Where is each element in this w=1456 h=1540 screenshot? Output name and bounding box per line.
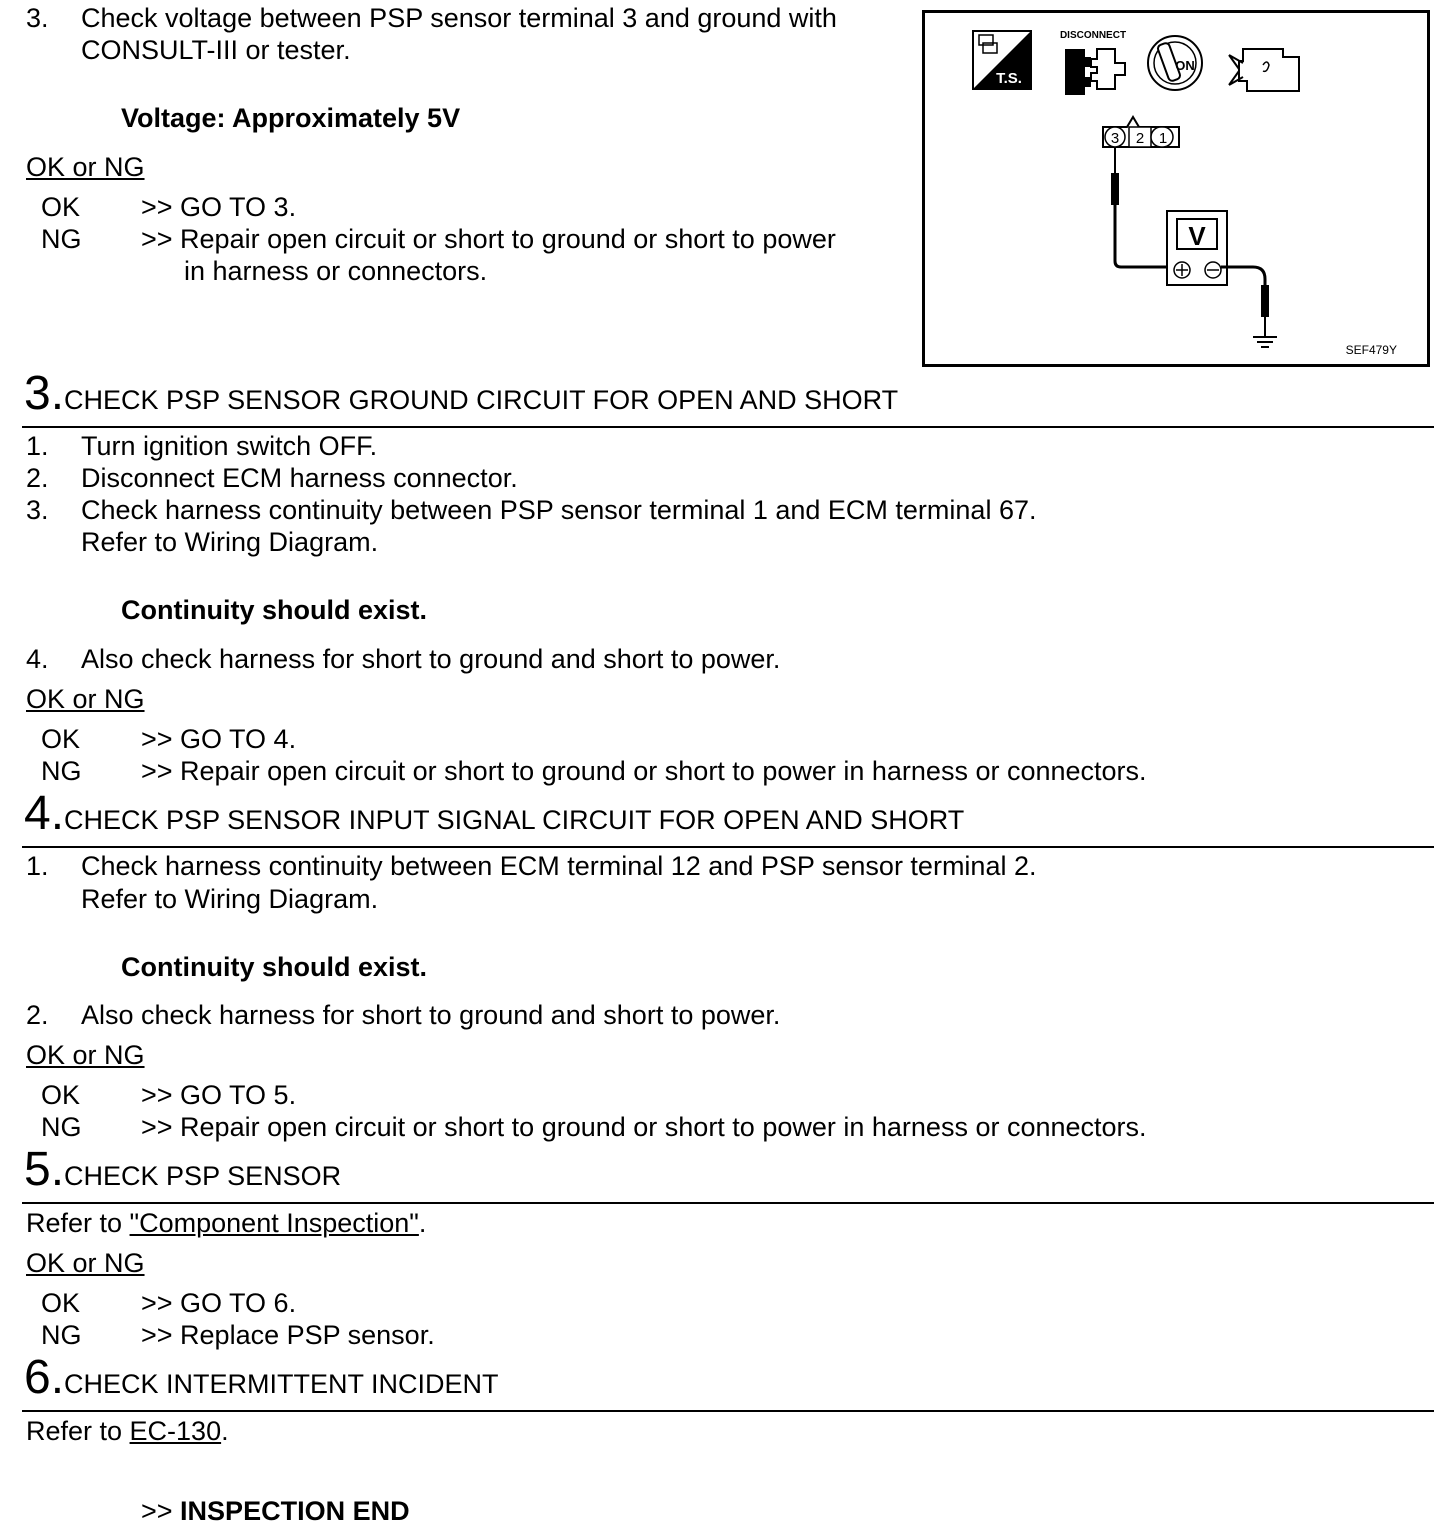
list-number: 4. — [26, 644, 49, 674]
figure-code: SEF479Y — [1345, 343, 1397, 357]
inspection-end — [141, 1495, 410, 1527]
refer-line — [26, 1207, 426, 1239]
ts-icon-label: T.S. — [996, 70, 1022, 87]
ok-action: >> GO TO 5. — [141, 1080, 297, 1110]
section-divider — [22, 426, 1434, 428]
component-inspection-link[interactable]: "Component Inspection" — [129, 1208, 419, 1238]
on-label: ON — [1175, 58, 1195, 73]
step-6-heading — [24, 1351, 499, 1404]
disconnect-icon — [1060, 30, 1126, 95]
step-title: CHECK INTERMITTENT INCIDENT — [64, 1369, 499, 1399]
step-title: CHECK PSP SENSOR INPUT SIGNAL CIRCUIT FOR OPEN AND SHORT — [64, 805, 965, 835]
step-title: CHECK PSP SENSOR GROUND CIRCUIT FOR OPEN AND SHORT — [64, 385, 899, 415]
voltage-check-diagram — [925, 13, 1427, 364]
section-divider — [22, 1410, 1434, 1412]
refer-line — [26, 1415, 229, 1447]
list-number: 2. — [26, 1000, 49, 1030]
ok-or-ng-heading: OK or NG — [26, 152, 145, 182]
instruction-text: Check voltage between PSP sensor terminal 3 and ground with — [81, 3, 837, 33]
refer-suffix: . — [418, 1208, 427, 1238]
step-number: 6. — [24, 1351, 65, 1404]
ok-or-ng-heading: OK or NG — [26, 1248, 145, 1278]
circuit-figure — [922, 10, 1430, 367]
section-divider — [22, 846, 1434, 848]
psp-sensor-connector — [1103, 117, 1179, 147]
ok-or-ng-heading: OK or NG — [26, 684, 145, 714]
ok-label: OK — [41, 192, 81, 222]
ng-action: >> Replace PSP sensor. — [141, 1320, 435, 1350]
ng-label: NG — [41, 1320, 82, 1350]
ground-symbol — [1253, 337, 1277, 347]
voltmeter — [1167, 211, 1227, 285]
list-number: 3. — [26, 495, 49, 525]
ng-action: >> Repair open circuit or short to ground or short to power in harness or connectors. — [141, 756, 1147, 786]
step-number: 4. — [24, 787, 65, 840]
specification: Continuity should exist. — [121, 595, 428, 625]
negative-probe-lead — [1221, 267, 1269, 337]
specification: Continuity should exist. — [121, 952, 428, 982]
end-text: INSPECTION END — [180, 1496, 410, 1526]
terminal-3-label: 3 — [1110, 130, 1120, 147]
ng-label: NG — [41, 1112, 82, 1142]
instruction-text: Also check harness for short to ground and short to power. — [81, 644, 781, 674]
specification: Voltage: Approximately 5V — [121, 103, 461, 133]
ec-130-link[interactable]: EC-130 — [129, 1416, 222, 1446]
instruction-text: Disconnect ECM harness connector. — [81, 463, 518, 493]
ng-action: >> Repair open circuit or short to ground or short to power — [141, 224, 836, 254]
meter-label: V — [1188, 221, 1206, 251]
refer-prefix: Refer to — [26, 1416, 130, 1446]
instruction-text: Check harness continuity between ECM terminal 12 and PSP sensor terminal 2. — [81, 851, 1037, 881]
refer-suffix: . — [221, 1416, 229, 1446]
ok-or-ng-heading: OK or NG — [26, 1040, 145, 1070]
step-number: 5. — [24, 1143, 65, 1196]
ignition-on-icon — [1148, 36, 1202, 90]
instruction-text: Refer to Wiring Diagram. — [81, 527, 379, 557]
end-arrow: >> — [141, 1496, 181, 1526]
terminal-1-label: 1 — [1158, 130, 1168, 147]
engine-icon — [1229, 49, 1299, 91]
ok-action: >> GO TO 6. — [141, 1288, 297, 1318]
refer-prefix: Refer to — [26, 1208, 130, 1238]
ng-action: >> Repair open circuit or short to ground or short to power in harness or connectors. — [141, 1112, 1147, 1142]
list-number: 1. — [26, 431, 49, 461]
instruction-text: Check harness continuity between PSP sensor terminal 1 and ECM terminal 67. — [81, 495, 1037, 525]
list-number: 2. — [26, 463, 49, 493]
step-number: 3. — [24, 367, 65, 420]
ng-action-continued: in harness or connectors. — [184, 256, 488, 286]
ok-action: >> GO TO 4. — [141, 724, 297, 754]
section-divider — [22, 1202, 1434, 1204]
disconnect-label: DISCONNECT — [1059, 30, 1127, 41]
step-3-heading — [24, 367, 899, 420]
ok-label: OK — [41, 1080, 81, 1110]
ng-label: NG — [41, 756, 82, 786]
instruction-text: Also check harness for short to ground and short to power. — [81, 1000, 781, 1030]
instruction-text: CONSULT-III or tester. — [81, 35, 351, 65]
ok-label: OK — [41, 724, 81, 754]
list-number: 3. — [26, 3, 49, 33]
instruction-text: Turn ignition switch OFF. — [81, 431, 378, 461]
list-number: 1. — [26, 851, 49, 881]
ng-label: NG — [41, 224, 82, 254]
step-title: CHECK PSP SENSOR — [64, 1161, 342, 1191]
ts-icon — [973, 31, 1031, 89]
step-4-heading — [24, 787, 965, 840]
ok-label: OK — [41, 1288, 81, 1318]
instruction-text: Refer to Wiring Diagram. — [81, 884, 379, 914]
ok-action: >> GO TO 3. — [141, 192, 297, 222]
step-5-heading — [24, 1143, 342, 1196]
terminal-2-label: 2 — [1135, 130, 1145, 147]
